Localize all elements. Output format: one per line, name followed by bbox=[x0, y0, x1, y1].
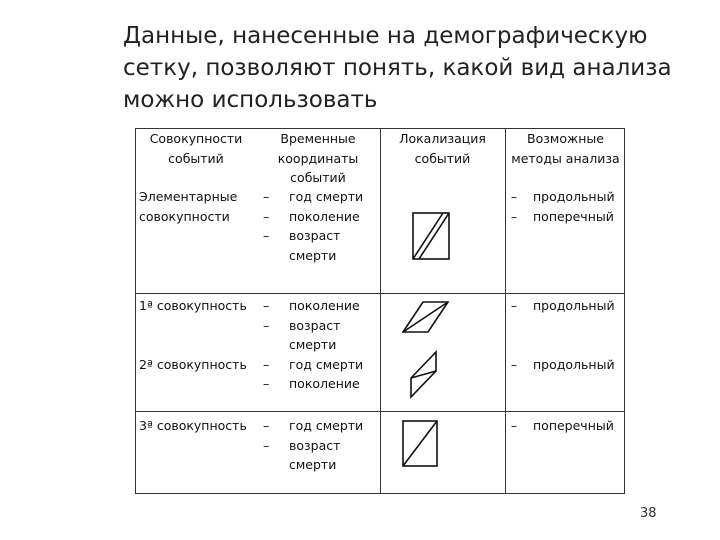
bullet-dash: – bbox=[263, 437, 270, 453]
bullet-dash: – bbox=[510, 298, 518, 313]
row-divider bbox=[136, 293, 624, 294]
title-line-3: можно использовать bbox=[123, 87, 378, 113]
row-third-aggregate-coords: год смерти возраст смерти bbox=[289, 418, 364, 472]
bullet-dash: – bbox=[510, 418, 518, 433]
bullet-dash: – bbox=[263, 298, 270, 313]
analysis-table bbox=[135, 128, 625, 494]
row-second-aggregate-coords: год смерти поколение bbox=[289, 356, 364, 391]
slide-title bbox=[123, 20, 683, 116]
column-divider bbox=[380, 129, 381, 493]
bullet-dash: – bbox=[510, 189, 518, 204]
header-localization: Локализация событий bbox=[399, 131, 486, 166]
vertical-parallelogram-icon bbox=[408, 347, 444, 403]
row-first-aggregate-name: 1ª совокупность bbox=[139, 298, 247, 313]
lexis-rectangle-diagonal-icon bbox=[412, 212, 452, 262]
bullet-dash: – bbox=[263, 356, 270, 372]
row-elementary-methods: продольный поперечный bbox=[533, 189, 615, 224]
title-line-2: сетку, позволяют понять, какой вид анализа bbox=[123, 55, 672, 81]
bullet-dash: – bbox=[510, 208, 518, 224]
bullet-dash: – bbox=[510, 356, 518, 372]
bullet-dash: – bbox=[263, 317, 270, 333]
row-elementary-coords: год смерти поколение возраст смерти bbox=[289, 189, 364, 263]
horizontal-parallelogram-icon bbox=[402, 301, 452, 335]
bullet-dash: – bbox=[263, 208, 270, 224]
row-divider bbox=[136, 411, 624, 412]
row-elementary-name: Элементарные совокупности bbox=[139, 189, 238, 224]
header-aggregates: Совокупности событий bbox=[149, 131, 243, 166]
row-first-aggregate-methods: продольный bbox=[533, 298, 615, 313]
row-third-aggregate-methods: поперечный bbox=[533, 418, 614, 433]
bullet-dash: – bbox=[263, 376, 270, 391]
bullet-dash: – bbox=[263, 418, 270, 433]
header-time-coordinates: Временные координаты событий bbox=[277, 131, 359, 185]
row-second-aggregate-name: 2ª совокупность bbox=[139, 356, 247, 372]
bullet-dash: – bbox=[263, 228, 270, 243]
bullet-dash: – bbox=[263, 189, 270, 204]
rectangle-single-diagonal-icon bbox=[402, 420, 442, 470]
row-first-aggregate-coords: поколение возраст смерти bbox=[289, 298, 360, 352]
row-second-aggregate-methods: продольный bbox=[533, 356, 615, 372]
title-line-1: Данные, нанесенные на демографическую bbox=[123, 23, 648, 49]
header-methods: Возможные методы анализа bbox=[511, 131, 620, 166]
page-number: 38 bbox=[640, 506, 657, 521]
row-third-aggregate-name: 3ª совокупность bbox=[139, 418, 247, 433]
